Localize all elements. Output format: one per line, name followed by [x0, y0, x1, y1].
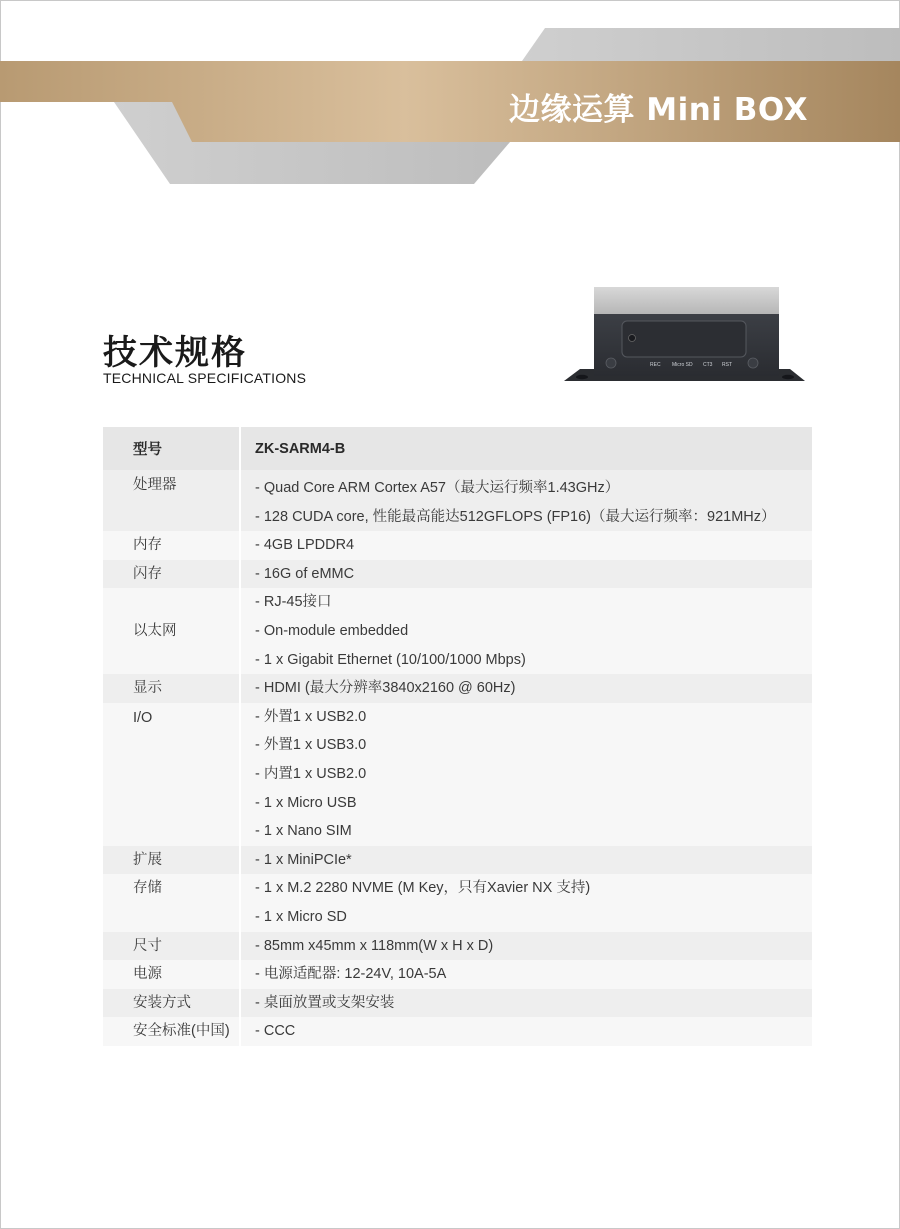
spec-header-value: ZK-SARM4-B — [240, 427, 812, 470]
spec-value: - HDMI (最大分辨率3840x2160 @ 60Hz) — [255, 680, 516, 697]
spec-value: - 内置1 x USB2.0 — [255, 765, 367, 782]
spec-table — [103, 427, 812, 1046]
spec-row-processor — [103, 470, 812, 531]
spec-value: - On-module embedded — [255, 622, 409, 639]
spec-value: - 85mm x45mm x 118mm(W x H x D) — [255, 937, 494, 954]
spec-value: - 1 x MiniPCIe* — [255, 851, 352, 868]
spec-value: - 1 x Micro USB — [255, 794, 357, 811]
spec-value: - 16G of eMMC — [255, 565, 355, 582]
spec-row-ethernet — [103, 588, 812, 674]
spec-key: 安全标准(中国) — [133, 1023, 230, 1040]
spec-key: I/O — [133, 709, 153, 726]
spec-key: 尺寸 — [133, 937, 162, 954]
spec-row-safety — [103, 1017, 812, 1046]
spec-key: 处理器 — [133, 477, 177, 493]
spec-value: - 1 x Micro SD — [255, 908, 347, 925]
spec-value: - 外置1 x USB3.0 — [255, 737, 367, 754]
product-label-rst: RST — [722, 362, 732, 368]
product-label-rec: REC — [650, 362, 661, 368]
spec-value: - Quad Core ARM Cortex A57（最大运行频率1.43GHz） — [255, 480, 620, 496]
banner-title: 边缘运算 Mini BOX — [508, 92, 808, 128]
spec-key: 显示 — [133, 680, 162, 697]
product-label-ct3: CT3 — [703, 362, 713, 368]
spec-row-display — [103, 674, 812, 703]
spec-value: - 电源适配器: 12-24V, 10A-5A — [255, 966, 447, 983]
spec-value: - 128 CUDA core, 性能最高能达512GFLOPS (FP16)（最大运行频率：921MHz） — [255, 508, 776, 525]
product-label-microsd: Micro SD — [672, 362, 693, 368]
spec-key: 内存 — [133, 537, 162, 554]
spec-header-row — [103, 427, 812, 470]
spec-row-expansion — [103, 846, 812, 875]
spec-key: 存储 — [133, 880, 162, 897]
spec-row-power — [103, 960, 812, 989]
spec-header-key: 型号 — [103, 427, 240, 470]
spec-key: 闪存 — [133, 565, 162, 582]
spec-key: 以太网 — [133, 623, 177, 640]
spec-row-storage — [103, 874, 812, 931]
spec-value: - 外置1 x USB2.0 — [255, 708, 367, 725]
spec-row-memory — [103, 531, 812, 560]
product-image — [562, 283, 807, 385]
spec-value: - 桌面放置或支架安装 — [255, 994, 395, 1011]
spec-row-mounting — [103, 989, 812, 1018]
spec-row-io — [103, 703, 812, 846]
spec-key: 电源 — [133, 966, 162, 983]
section-title: 技术规格 — [103, 333, 247, 373]
spec-value: - CCC — [255, 1023, 296, 1040]
spec-row-flash — [103, 560, 812, 589]
spec-value: - 4GB LPDDR4 — [255, 537, 355, 554]
spec-value: - 1 x Nano SIM — [255, 823, 352, 840]
spec-value: - RJ-45接口 — [255, 594, 332, 611]
spec-key: 扩展 — [133, 851, 162, 868]
section-subtitle: TECHNICAL SPECIFICATIONS — [103, 370, 307, 386]
spec-value: - 1 x Gigabit Ethernet (10/100/1000 Mbps) — [255, 651, 526, 668]
spec-key: 安装方式 — [133, 994, 191, 1011]
spec-row-dimensions — [103, 932, 812, 961]
spec-value: - 1 x M.2 2280 NVME (M Key，只有Xavier NX 支持) — [255, 880, 591, 897]
